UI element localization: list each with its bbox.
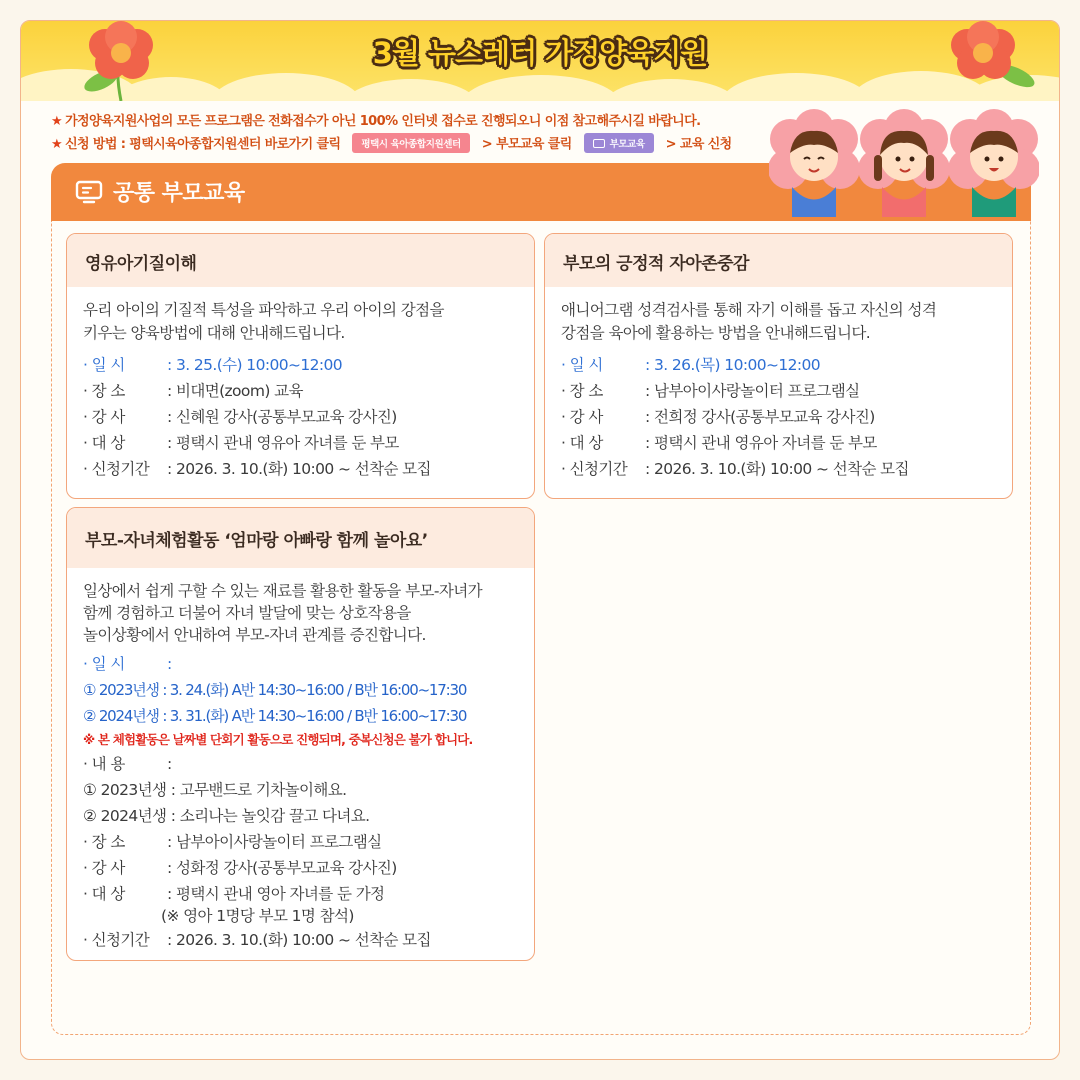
program-card [544,233,1013,499]
info-row-place: · 장 소 : 남부아이사랑놀이터 프로그램실 [561,382,860,400]
info-row-place: · 장 소 : 남부아이사랑놀이터 프로그램실 [83,833,382,851]
info-row-instructor: · 강 사 : 성화정 강사(공통부모교육 강사진) [83,859,397,877]
kids-illustration-icon [769,109,1039,219]
info-row-apply-period: · 신청기간 : 2026. 3. 10.(화) 10:00 ~ 선착순 모집 [83,460,431,478]
info-row-date: · 일 시 : 3. 26.(목) 10:00~12:00 [561,356,821,374]
page-title: 3월 뉴스레터 가정양육지원 [372,36,708,70]
section-title: 공통 부모교육 [113,181,245,206]
monitor-icon [75,180,103,204]
warning-note: ※ 본 체험활동은 날짜별 단회기 활동으로 진행되며, 중복신청은 불가 합니다. [83,732,473,747]
monitor-icon [593,139,605,148]
card-description: 일상에서 쉽게 구할 수 있는 재료를 활용한 활동을 부모-자녀가 함께 경험하고 더불어 자녀 발달에 맞는 상호작용을 놀이상황에서 안내하여 부모-자녀 관계를 증진합니다. [83,582,482,644]
info-row-instructor: · 강 사 : 전희정 강사(공통부모교육 강사진) [561,408,875,426]
header-banner [21,21,1059,101]
card-title: 영유아기질이해 [67,234,534,287]
info-row-content: · 내 용 : [83,755,172,773]
notice-line-2: ★ 신청 방법 : 평택시육아종합지원센터 바로가기 클릭 평택시 육아종합지원센터 > 부모교육 클릭 부모교육 > 교육 신청 [51,133,732,153]
card-description: 애니어그램 성격검사를 통해 자기 이해를 돕고 자신의 성격 강점을 육아에 활용하는 방법을 안내해드립니다. [561,301,937,342]
parent-edu-button[interactable]: 부모교육 [584,133,654,153]
content-line: ② 2024년생 : 소리나는 놀잇감 끌고 다녀요. [83,807,370,825]
info-row-date: · 일 시 : 3. 25.(수) 10:00~12:00 [83,356,343,374]
card-title: 부모-자녀체험활동 ‘엄마랑 아빠랑 함께 놀아요’ [67,508,534,568]
info-row-instructor: · 강 사 : 신혜원 강사(공통부모교육 강사진) [83,408,397,426]
target-note: (※ 영아 1명당 부모 1명 참석) [161,907,354,925]
program-card [66,233,535,499]
card-description: 우리 아이의 기질적 특성을 파악하고 우리 아이의 강점을 키우는 양육방법에 대해 안내해드립니다. [83,301,444,342]
info-row-apply-period: · 신청기간 : 2026. 3. 10.(화) 10:00 ~ 선착순 모집 [561,460,909,478]
center-link-button[interactable]: 평택시 육아종합지원센터 [352,133,469,153]
info-row-date: · 일 시 : [83,655,172,673]
schedule-line: ① 2023년생 : 3. 24.(화) A반 14:30~16:00 / B반 16:00~17:30 [83,681,467,699]
schedule-line: ② 2024년생 : 3. 31.(화) A반 14:30~16:00 / B반 16:00~17:30 [83,707,467,725]
notice-line-1: ★ 가정양육지원사업의 모든 프로그램은 전화접수가 아닌 100% 인터넷 접수로 진행되오니 이점 참고해주시길 바랍니다. [51,114,701,129]
newsletter-frame [20,20,1060,1060]
card-title: 부모의 긍정적 자아존중감 [545,234,1012,287]
info-row-target: · 대 상 : 평택시 관내 영유아 자녀를 둔 부모 [561,434,877,452]
info-row-apply-period: · 신청기간 : 2026. 3. 10.(화) 10:00 ~ 선착순 모집 [83,931,431,949]
content-line: ① 2023년생 : 고무밴드로 기차놀이해요. [83,781,347,799]
info-row-place: · 장 소 : 비대면(zoom) 교육 [83,382,303,400]
program-card [66,507,535,961]
info-row-target: · 대 상 : 평택시 관내 영아 자녀를 둔 가정 [83,885,385,903]
info-row-target: · 대 상 : 평택시 관내 영유아 자녀를 둔 부모 [83,434,399,452]
